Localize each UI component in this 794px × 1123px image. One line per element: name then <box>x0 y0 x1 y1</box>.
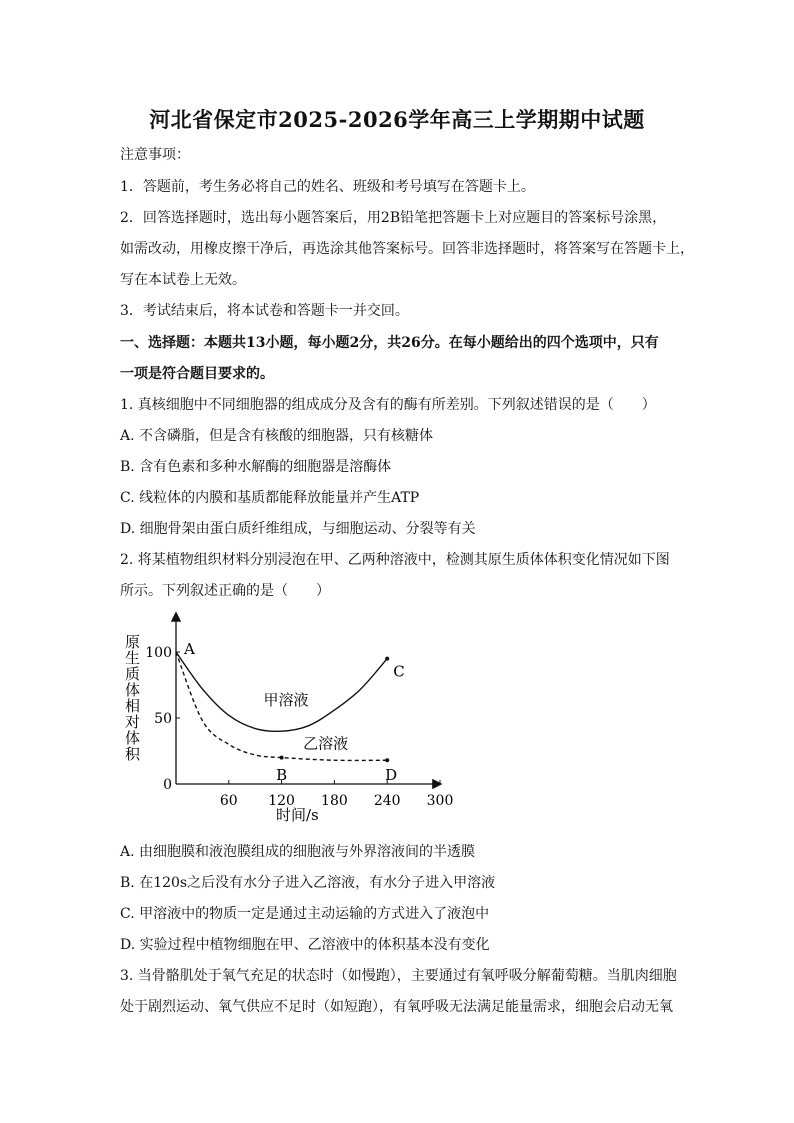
q1-option-a: A. 不含磷脂，但是含有核酸的细胞器，只有核糖体 <box>120 428 434 444</box>
note-2-line-3: 写在本试卷上无效。 <box>120 272 246 288</box>
protoplast-volume-chart <box>118 606 458 831</box>
q2-stem-line-1: 2. 将某植物组织材料分别浸泡在甲、乙两种溶液中，检测其原生质体体积变化情况如下图 <box>120 552 670 568</box>
page-title: 河北省保定市2025-2026学年高三上学期期中试题 <box>149 107 645 132</box>
y-tick-label: 50 <box>154 711 172 727</box>
q1-option-d: D. 细胞骨架由蛋白质纤维组成，与细胞运动、分裂等有关 <box>120 521 476 537</box>
q1-stem: 1. 真核细胞中不同细胞器的组成成分及含有的酶有所差别。下列叙述错误的是（ ） <box>120 397 656 413</box>
q2-option-d: D. 实验过程中植物细胞在甲、乙溶液中的体积基本没有变化 <box>120 937 490 953</box>
q1-option-b: B. 含有色素和多种水解酶的细胞器是溶酶体 <box>120 459 392 475</box>
x-axis-label: 时间/s <box>276 806 319 824</box>
x-tick-label: 240 <box>373 793 401 809</box>
note-2-line-1: 2．回答选择题时，选出每小题答案后，用2B铅笔把答题卡上对应题目的答案标号涂黑， <box>120 210 667 226</box>
point-b-dot <box>280 756 284 760</box>
q2-option-c: C. 甲溶液中的物质一定是通过主动运输的方式进入了液泡中 <box>120 906 490 922</box>
x-tick-label: 300 <box>426 793 454 809</box>
point-d-dot <box>385 758 389 762</box>
q2-stem-line-2: 所示。下列叙述正确的是（ ） <box>120 583 330 599</box>
point-b-label: B <box>276 766 288 784</box>
y-tick-label: 100 <box>145 645 172 661</box>
note-2-line-2: 如需改动，用橡皮擦干净后，再选涂其他答案标号。回答非选择题时，将答案写在答题卡上， <box>120 241 694 257</box>
point-d-label: D <box>385 766 398 784</box>
section-1-heading-cont: 一项是符合题目要求的。 <box>120 366 274 382</box>
series-yi-label: 乙溶液 <box>303 734 349 753</box>
x-tick-label: 60 <box>219 793 238 809</box>
x-tick-label: 180 <box>321 793 348 809</box>
q2-option-b: B. 在120s之后没有水分子进入乙溶液，有水分子进入甲溶液 <box>120 875 496 891</box>
point-c-label: C <box>393 662 405 681</box>
point-c-dot <box>385 657 389 661</box>
note-1: 1．答题前，考生务必将自己的姓名、班级和考号填写在答题卡上。 <box>120 179 535 195</box>
y-axis-label: 原生质体相对体积 <box>123 634 141 762</box>
q1-option-c: C. 线粒体的内膜和基质都能释放能量并产生ATP <box>120 490 420 506</box>
q2-option-a: A. 由细胞膜和液泡膜组成的细胞液与外界溶液间的半透膜 <box>120 844 476 860</box>
notes-heading: 注意事项： <box>120 147 190 163</box>
note-3: 3．考试结束后，将本试卷和答题卡一并交回。 <box>120 303 409 319</box>
point-a-label: A <box>184 640 195 658</box>
section-1-heading: 一、选择题：本题共13小题，每小题2分，共26分。在每小题给出的四个选项中，只有 <box>120 335 659 351</box>
series-jia-label: 甲溶液 <box>263 690 309 709</box>
x-tick-label: 120 <box>268 793 295 809</box>
y-tick-label: 0 <box>163 777 172 793</box>
q3-stem-line-2: 处于剧烈运动、氧气供应不足时（如短跑），有氧呼吸无法满足能量需求，细胞会启动无氧 <box>120 999 673 1015</box>
q3-stem-line-1: 3. 当骨骼肌处于氧气充足的状态时（如慢跑），主要通过有氧呼吸分解葡萄糖。当肌肉细胞 <box>120 968 677 984</box>
